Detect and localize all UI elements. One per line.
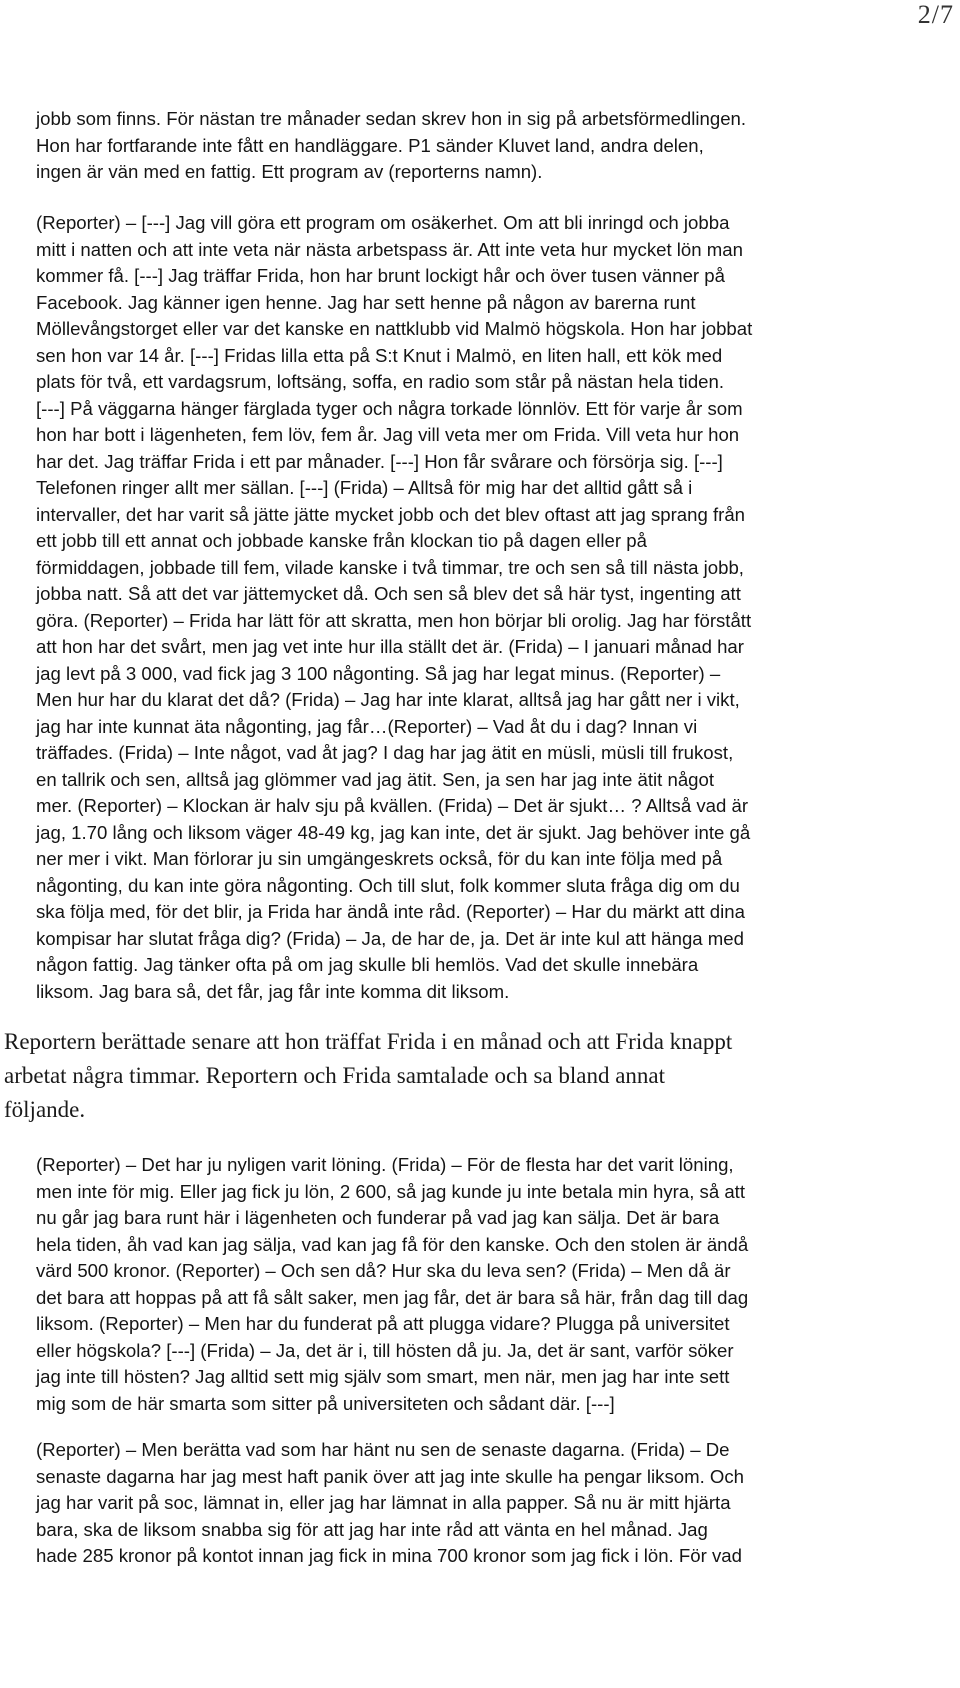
text-line: jobb som finns. För nästan tre månader sedan skrev hon in sig på arbetsförmedlingen. (36, 108, 747, 129)
text-line: ska följa med, för det blir, ja Frida har ändå inte råd. (Reporter) – Har du märkt att dina (36, 901, 745, 922)
paragraph-transcript-1 (36, 210, 952, 1005)
text-line: intervaller, det har varit så jätte jätte mycket jobb och det blev oftast att jag sprang från (36, 503, 746, 525)
text-line: mer. (Reporter) – Klockan är halv sju på kvällen. (Frida) – Det är sjukt… ? Alltså vad är (36, 795, 749, 816)
paragraph-transcript-3 (36, 1437, 952, 1570)
text-line: mig som de här smarta som sitter på universiteten och sådant där. [---] (36, 1392, 615, 1414)
text-line: hon har bott i lägenheten, fem löv, fem år. Jag vill veta mer om Frida. Vill veta hur hon (36, 424, 740, 445)
text-line: följande. (4, 1097, 86, 1122)
page-number: 2/7 (917, 0, 954, 29)
text-line: ett jobb till ett annat och jobbade kanske från klockan tio på dagen eller på (36, 530, 647, 551)
paragraph-intro (36, 106, 952, 186)
text-line: det bara att hoppas på att få sålt saker, men jag får, det är bara så här, från dag till dag (36, 1286, 749, 1308)
text-line: mitt i natten och att inte veta när nästa arbetspass är. Att inte veta hur mycket lön man (36, 238, 743, 260)
text-line: jag inte till hösten? Jag alltid sett mig själv som smart, men när, men jag har inte sett (36, 1366, 730, 1387)
text-line: liksom. Jag bara så, det får, jag får inte komma dit liksom. (36, 980, 510, 1002)
text-line: Hon har fortfarande inte fått en handläggare. P1 sänder Kluvet land, andra delen, (36, 134, 704, 156)
text-line: (Reporter) – Det har ju nyligen varit löning. (Frida) – För de flesta har det varit löning, (36, 1154, 734, 1175)
text-line: kommer få. [---] Jag träffar Frida, hon har brunt lockigt hår och över tusen vänner på (36, 265, 725, 286)
text-line: hela tiden, åh vad kan jag sälja, vad kan jag få för den kanske. Och den stolen är ändå (36, 1233, 749, 1255)
text-line: någonting, du kan inte göra någonting. Och till slut, folk kommer sluta fråga dig om du (36, 874, 740, 896)
paragraph-transcript-2 (36, 1152, 952, 1417)
text-line: plats för två, ett vardagsrum, loftsäng, soffa, en radio som står på nästan hela tiden. (36, 371, 725, 392)
text-line: träffades. (Frida) – Inte något, vad åt jag? I dag har jag ätit en müsli, müsli till frukost, (36, 742, 734, 763)
text-line: nu går jag bara runt här i lägenheten och funderar på vad jag kan sälja. Det är bara (36, 1207, 720, 1228)
text-line: jag har varit på soc, lämnat in, eller jag har lämnat in alla papper. Så nu är mitt hjärta (36, 1492, 731, 1513)
text-line: arbetat några timmar. Reportern och Frida samtalade och sa bland annat (4, 1063, 666, 1088)
text-line: men inte för mig. Eller jag fick ju lön, 2 600, så jag kunde ju inte betala min hyra, så att (36, 1180, 746, 1202)
text-line: Facebook. Jag känner igen henne. Jag har sett henne på någon av barerna runt (36, 291, 696, 313)
text-line: eller högskola? [---] (Frida) – Ja, det är i, till hösten då ju. Ja, det är sant, varför söker (36, 1339, 734, 1361)
text-line: hade 285 kronor på kontot innan jag fick in mina 700 kronor som jag fick i lön. För vad (36, 1545, 742, 1566)
text-line: göra. (Reporter) – Frida har lätt för att skratta, men hon börjar bli orolig. Jag har förstått (36, 609, 752, 631)
text-line: jobba natt. Så att det var jättemycket då. Och sen så blev det så här tyst, ingenting att (36, 583, 741, 604)
text-line: jag har inte kunnat äta någonting, jag får…(Reporter) – Vad åt du i dag? Innan vi (36, 715, 698, 737)
text-line: (Reporter) – Men berätta vad som har hänt nu sen de senaste dagarna. (Frida) – De (36, 1439, 730, 1460)
text-line: en tallrik och sen, alltså jag glömmer vad jag ätit. Sen, ja sen har jag inte ätit något (36, 768, 715, 790)
text-line: ner mer i vikt. Man förlorar ju sin umgängeskrets också, för du kan inte följa med på (36, 848, 723, 869)
text-line: kompisar har slutat fråga dig? (Frida) – Ja, de har de, ja. Det är inte kul att hänga med (36, 927, 744, 949)
text-line: att hon har det svårt, men jag vet inte hur illa ställt det är. (Frida) – I januari månad har (36, 636, 744, 657)
text-line: liksom. (Reporter) – Men har du funderat på att plugga vidare? Plugga på universitet (36, 1313, 730, 1334)
text-line: förmiddagen, jobbade till fem, vilade kanske i två timmar, tre och sen så till nästa jobb, (36, 556, 744, 578)
text-line: Möllevångstorget eller var det kanske en nattklubb vid Malmö högskola. Hon har jobbat (36, 318, 753, 339)
text-line: jag levt på 3 000, vad fick jag 3 100 någonting. Så jag har legat minus. (Reporter) – (36, 662, 721, 684)
text-line: bara, ska de liksom snabba sig för att jag har inte råd att vänta en hel månad. Jag (36, 1518, 708, 1540)
text-line: Reportern berättade senare att hon träffat Frida i en månad och att Frida knappt (4, 1029, 733, 1054)
text-line: (Reporter) – [---] Jag vill göra ett program om osäkerhet. Om att bli inringd och jobba (36, 212, 730, 233)
text-line: någon fattig. Jag tänker ofta på om jag skulle bli hemlös. Vad det skulle innebära (36, 954, 699, 975)
text-line: ingen är vän med en fattig. Ett program av (reporterns namn). (36, 161, 543, 182)
text-line: har det. Jag träffar Frida i ett par månader. [---] Hon får svårare och försörja sig. [---] (36, 450, 723, 472)
text-line: Men hur har du klarat det då? (Frida) – Jag har inte klarat, alltså jag har gått ner i vikt, (36, 689, 740, 710)
text-line: jag, 1.70 lång och liksom väger 48-49 kg, jag kan inte, det är sjukt. Jag behöver inte gå (36, 821, 751, 843)
text-line: värd 500 kronor. (Reporter) – Och sen då? Hur ska du leva sen? (Frida) – Men då är (36, 1260, 731, 1281)
text-line: Telefonen ringer allt mer sällan. [---] (Frida) – Alltså för mig har det alltid gått så i (36, 477, 693, 498)
text-line: sen hon var 14 år. [---] Fridas lilla etta på S:t Knut i Malmö, en liten hall, ett kök med (36, 344, 723, 366)
text-line: senaste dagarna har jag mest haft panik över att jag inte skulle ha pengar liksom. Och (36, 1465, 744, 1487)
text-line: [---] På väggarna hänger färglada tyger och några torkade lönnlöv. Ett för varje år som (36, 397, 743, 419)
paragraph-summary (4, 1025, 954, 1127)
